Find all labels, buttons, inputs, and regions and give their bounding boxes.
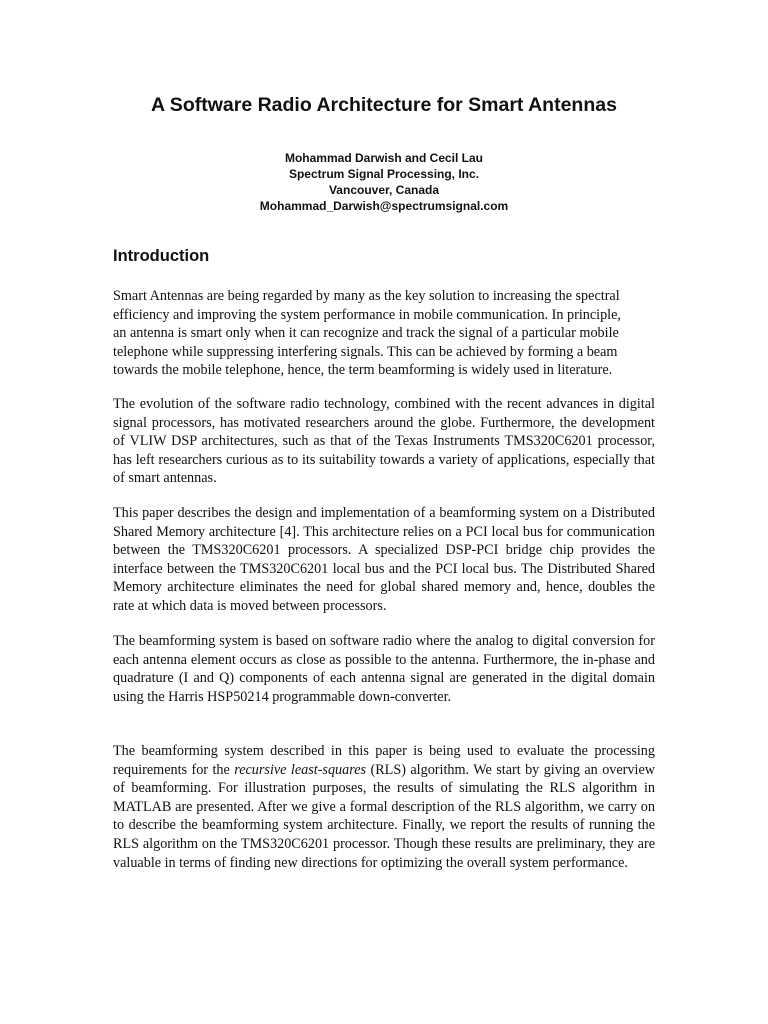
paragraph-5-text-start: The beamforming system described in this paper is being used to evaluate the processing requirements for the [113, 743, 655, 778]
paragraph-5-emphasis: recursive least-squares [234, 761, 367, 778]
author-email: Mohammad_Darwish@spectrumsignal.com [259, 199, 509, 213]
paragraph-1-line: an antenna is smart only when it can recognize and track the signal of a particular mobile [113, 325, 619, 342]
paragraph-5-text-end: (RLS) algorithm. We start by giving an overview of beamforming. For illustration purposes, the results of simulating the RLS algorithm in MATLAB are presented. After we give a formal description of the RLS algorithm, we carry on to describe the beamforming system architecture. Finally, we report the results of running the RLS algorithm on the TMS320C6201 processor. Though these results are preliminary, they are valuable in terms of finding new directions for optimizing the overall system performance. [113, 761, 655, 871]
section-heading-introduction: Introduction [113, 247, 210, 265]
paragraph-2: The evolution of the software radio technology, combined with the recent advances in digital signal processors, has motivated researchers around the globe. Furthermore, the development of VLIW DSP architectures, such as that of the Texas Instruments TMS320C6201 processor, has left researchers curious as to its suitability towards a variety of applications, especially that of smart antennas. [113, 396, 655, 487]
paper-title: A Software Radio Architecture for Smart Antennas [151, 94, 617, 116]
paragraph-1-line: Smart Antennas are being regarded by many as the key solution to increasing the spectral [113, 288, 620, 304]
paragraph-3: This paper describes the design and implementation of a beamforming system on a Distributed Shared Memory architecture [4]. This architecture relies on a PCI local bus for communication between the TMS320C6201 processors. A specialized DSP-PCI bridge chip provides the interface between the TMS320C6201 local bus and the PCI local bus. The Distributed Shared Memory architecture eliminates the need for global shared memory and, hence, doubles the rate at which data is moved between processors. [113, 505, 655, 614]
author-affiliation: Spectrum Signal Processing, Inc. [288, 167, 480, 181]
paragraph-4: The beamforming system is based on software radio where the analog to digital conversion for each antenna element occurs as close as possible to the antenna. Furthermore, the in-phase and quadrature (I and Q) components of each antenna signal are generated in the digital domain using the Harris HSP50214 programmable down-converter. [113, 633, 655, 705]
paragraph-1-line: efficiency and improving the system performance in mobile communication. In principle, [113, 306, 621, 323]
author-location: Vancouver, Canada [328, 183, 440, 197]
paragraph-1 [113, 287, 655, 380]
author-block [0, 150, 768, 214]
paragraph-1-line: towards the mobile telephone, hence, the term beamforming is widely used in literature. [113, 362, 613, 379]
paragraph-5 [113, 742, 655, 872]
paragraph-1-line: telephone while suppressing interfering signals. This can be achieved by forming a beam [113, 343, 618, 360]
author-names: Mohammad Darwish and Cecil Lau [284, 151, 484, 165]
